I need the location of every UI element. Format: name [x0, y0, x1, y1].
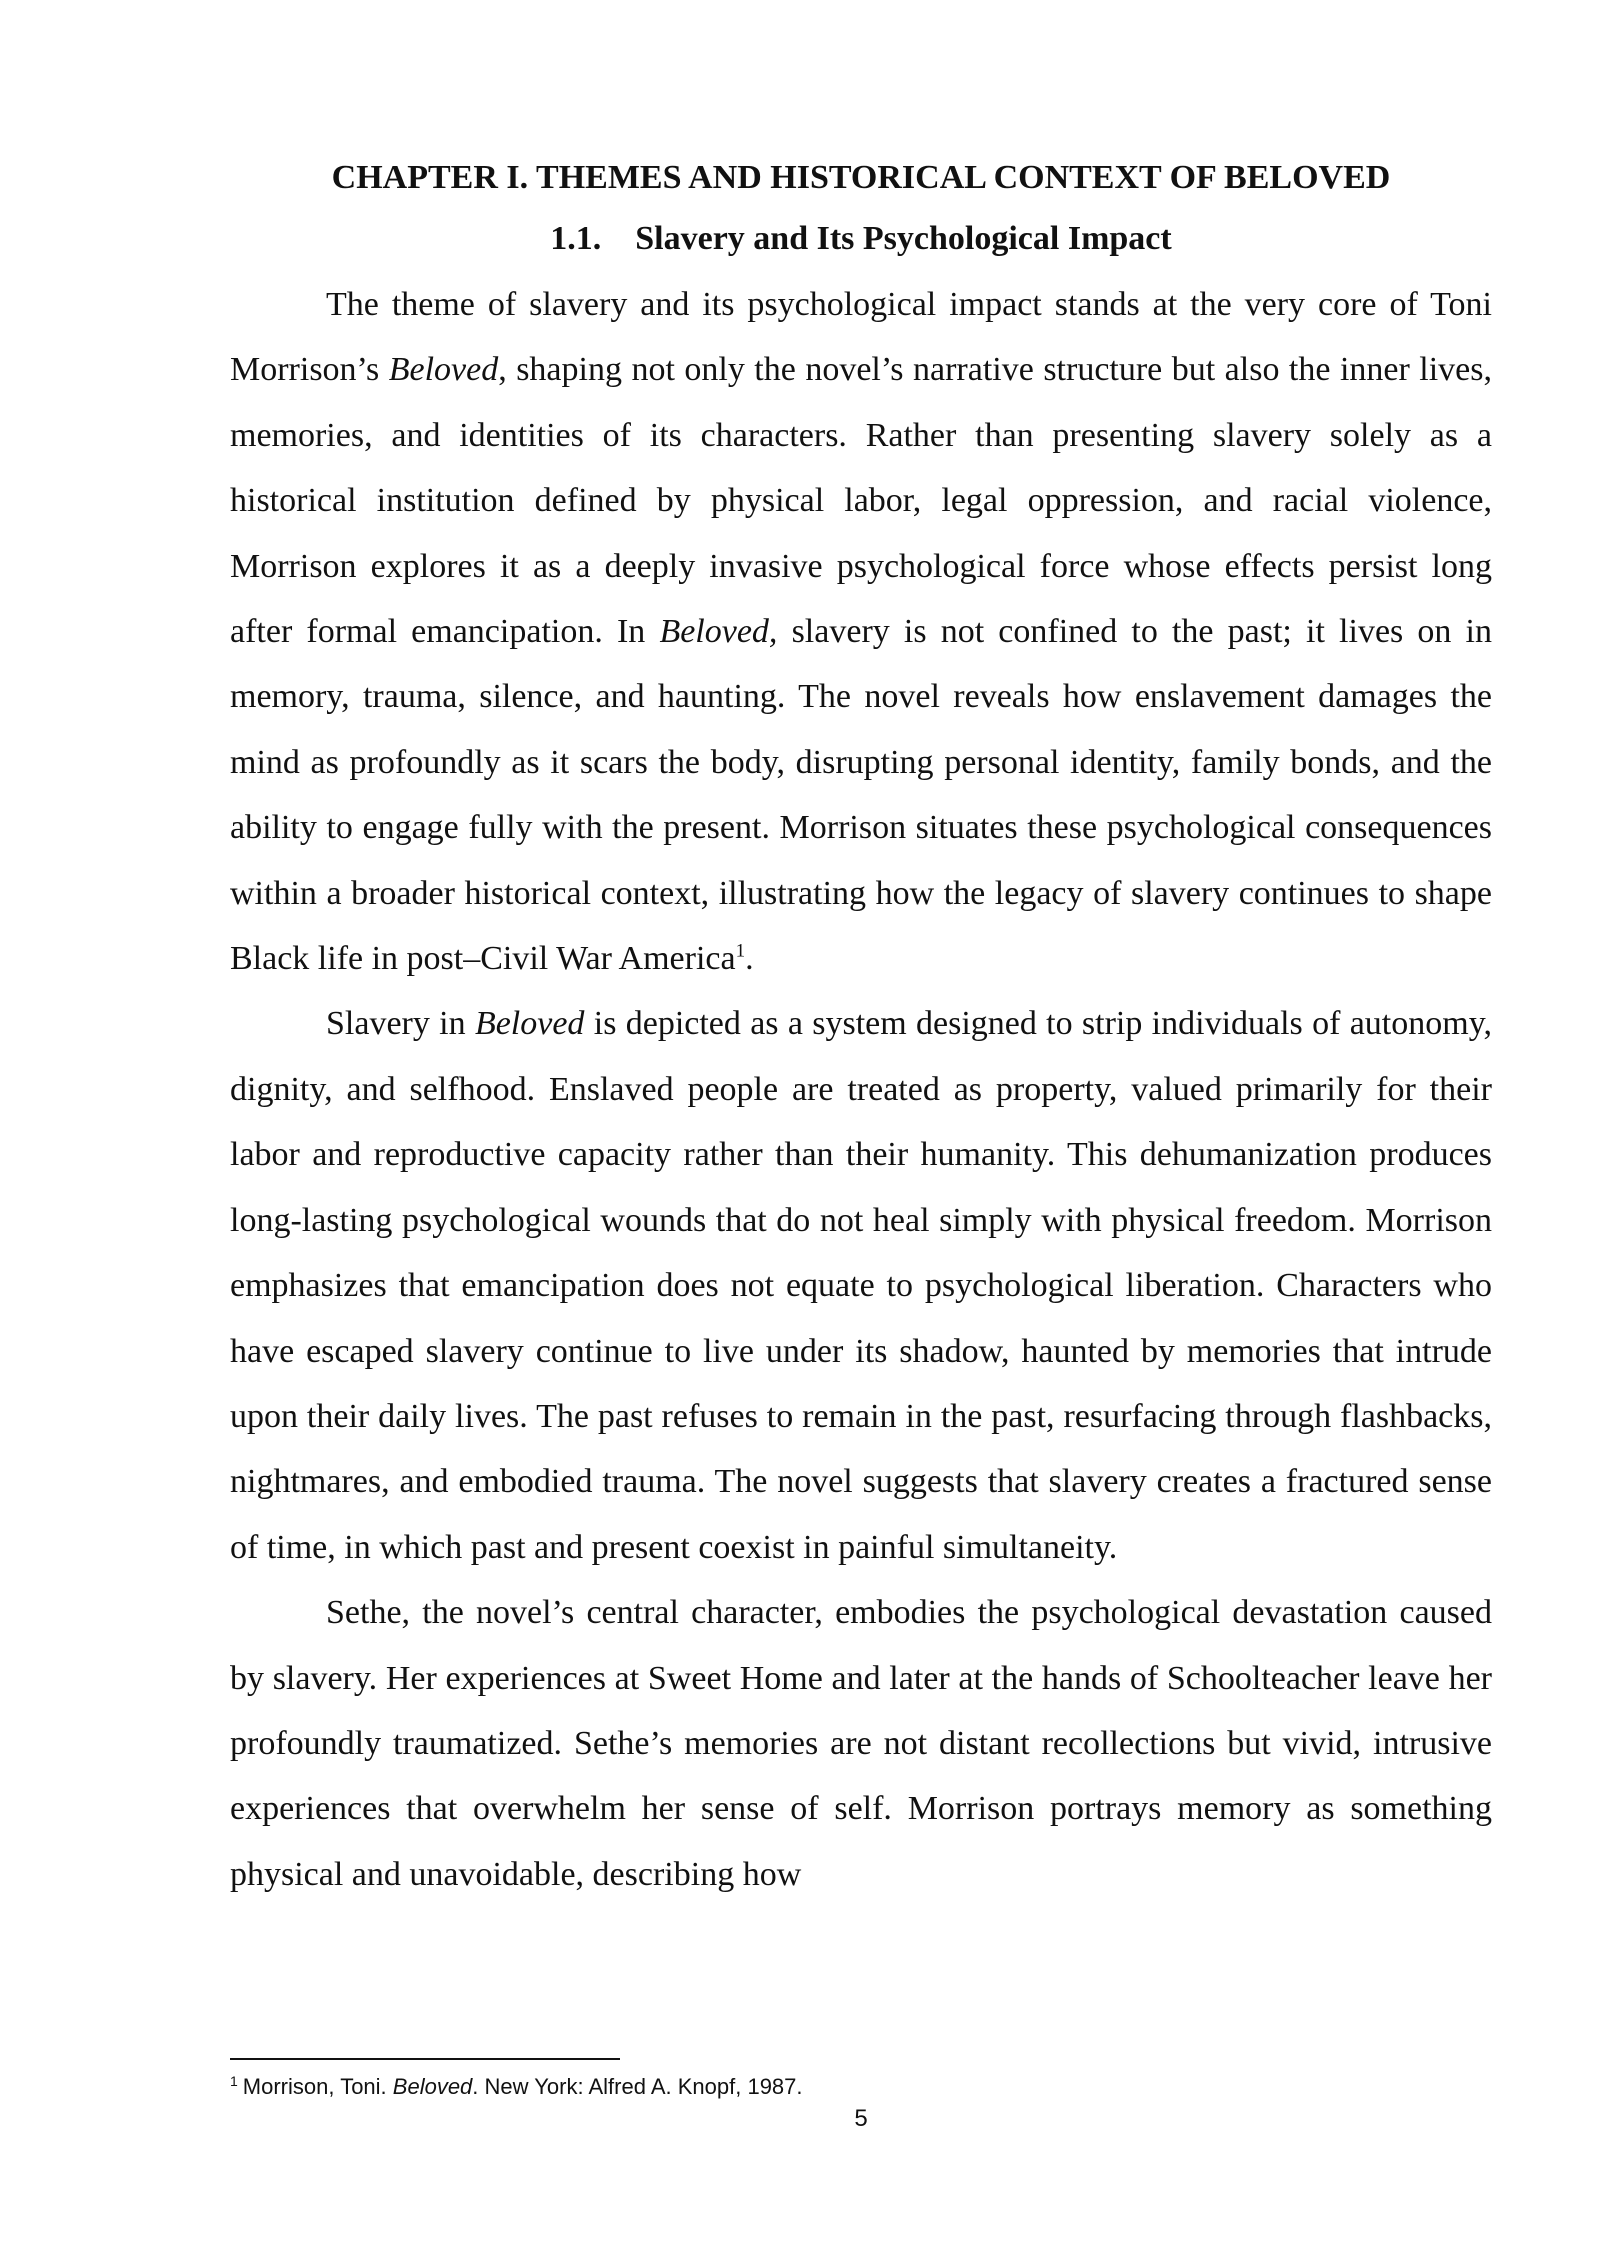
section-title: Slavery and Its Psychological Impact — [635, 220, 1172, 257]
footnote-separator — [230, 2058, 620, 2060]
italic-title: Beloved — [474, 1005, 585, 1043]
footnote-text: Morrison, Toni. — [242, 2074, 393, 2099]
body-paragraph-1 — [230, 272, 1492, 991]
text-run: , shaping not only the novel’s narrative structure but also the inner lives, memories, and identities of its characters. Rather than presenting slavery solely as a historical institution defined by physical labor, legal oppression, and racial violence, Morrison explores it as a deeply invasive psychological force whose effects persist long after formal emancipation. In — [230, 351, 1493, 651]
chapter-title: CHAPTER I. THEMES AND HISTORICAL CONTEXT OF BELOVED — [331, 159, 1391, 196]
text-run: Sethe, the novel’s central character, embodies the psychological devastation caused by slavery. Her experiences at Sweet Home and later at the hands of Schoolteacher leave her profoundly traumatized. Sethe’s memories are not distant recollections but vivid, intrusive experiences that overwhelm her sense of self. Morrison portrays memory as something physical and unavoidable, describing how — [230, 1594, 1492, 1893]
page-body — [230, 148, 1492, 1907]
section-heading — [230, 208, 1492, 270]
text-run: The theme of slavery and its psychological impact stands at the very core of Toni Morrison’s — [230, 286, 1492, 389]
body-paragraph-2 — [230, 991, 1492, 1580]
text-run: . — [745, 940, 754, 978]
section-number: 1.1. — [550, 220, 602, 257]
body-paragraph-3 — [230, 1580, 1492, 1907]
footnote-marker: 1 — [230, 2072, 238, 2089]
text-run: slavery is not confined to the past; it lives on in memory, trauma, silence, and haunting. The novel reveals how enslavement damages the mind as profoundly as it scars the body, disrupting personal identity, family bonds, and the ability to engage fully with the present. Morrison situates these psychological consequences within a broader historical context, illustrating how the legacy of slavery continues to shape Black life in post–Civil War America — [230, 613, 1492, 978]
footnote-italic-title: Beloved — [392, 2074, 473, 2099]
italic-title: Beloved — [388, 351, 499, 389]
italic-title: Beloved, — [659, 613, 778, 651]
text-run: is depicted as a system designed to strip individuals of autonomy, dignity, and selfhood. Enslaved people are treated as property, valued primarily for their labor and reproductive capacity rather than their humanity. This dehumanization produces long-lasting psychological wounds that do not heal simply with physical freedom. Morrison emphasizes that emancipation does not equate to psychological liberation. Characters who have escaped slavery continue to live under its shadow, haunted by memories that intrude upon their daily lives. The past refuses to remain in the past, resurfacing through flashbacks, nightmares, and embodied trauma. The novel suggests that slavery creates a fractured sense of time, in which past and present coexist in painful simultaneity. — [230, 1005, 1492, 1566]
page-number: 5 — [854, 2105, 868, 2132]
text-run: Slavery in — [326, 1005, 475, 1043]
footnote-text: . New York: Alfred A. Knopf, 1987. — [472, 2074, 803, 2099]
footnote-reference[interactable]: 1 — [735, 940, 746, 962]
footnote — [230, 2072, 803, 2102]
